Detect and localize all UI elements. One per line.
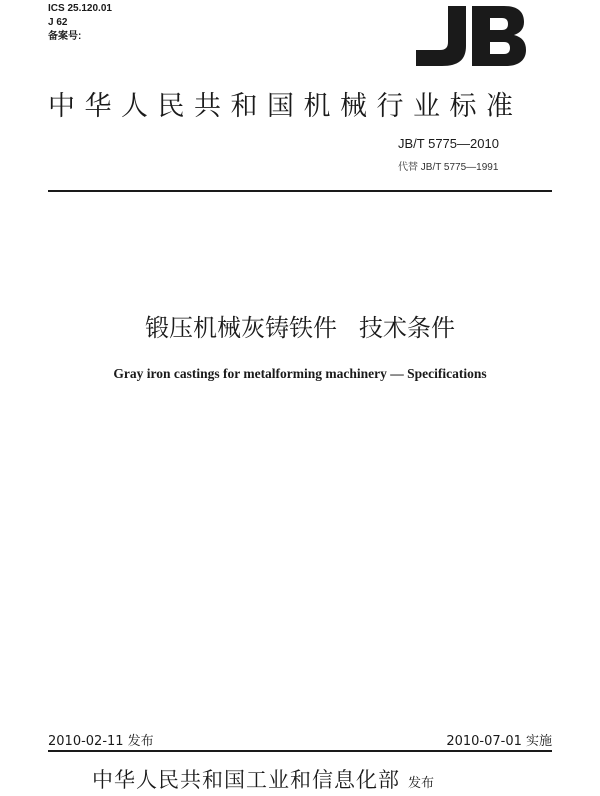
implementation-date: 2010-07-01 实施 [446,734,552,749]
chinese-title [0,308,600,343]
chinese-title-part1: 锻压机械灰铸铁件 [145,314,337,342]
standard-number: JB/T 5775—2010 [398,136,499,151]
issue-date: 2010-02-11 发布 [48,734,154,749]
chinese-title-part2: 技术条件 [359,314,455,342]
industry-standard-title: 中华人民共和国机械行业标准 [48,91,523,122]
jb-logo-graphic [408,2,528,68]
ics-code: ICS 25.120.01 [48,3,112,14]
english-title: Gray iron castings for metalforming machinery — Specifications [113,366,487,381]
bottom-divider [48,750,552,752]
document-meta [48,2,112,44]
jb-logo [408,2,528,68]
record-number-label: 备案号: [48,31,82,42]
publisher-suffix: 发布 [408,776,435,791]
top-divider [48,190,552,192]
publisher-name: 中华人民共和国工业和信息化部 [92,768,400,792]
publisher [92,764,434,794]
classification-code: J 62 [48,17,68,28]
replaced-standard: 代替 JB/T 5775—1991 [398,162,499,173]
